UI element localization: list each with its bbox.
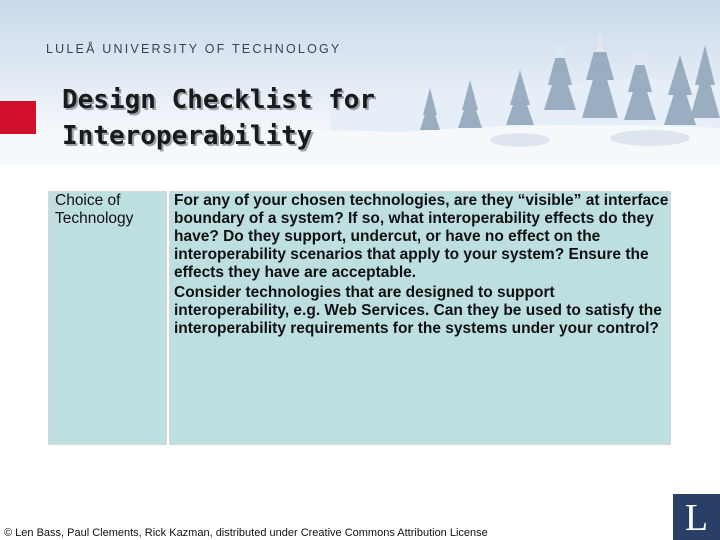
description-paragraph-2: Consider technologies that are designed to support interoperability, e.g. Web Services. Can they be used to satisfy the interoperability requirements for the systems under your control? — [174, 284, 662, 337]
title-line-2: Interoperability — [62, 121, 313, 151]
description-text — [174, 192, 669, 340]
description-cell — [169, 191, 671, 445]
university-name: LULEÅ UNIVERSITY OF TECHNOLOGY — [46, 42, 342, 56]
slide-title — [62, 82, 375, 154]
accent-square — [0, 101, 36, 134]
university-logo — [673, 494, 720, 540]
title-line-1: Design Checklist for — [62, 85, 376, 115]
logo-letter: L — [684, 497, 709, 539]
copyright-footer: © Len Bass, Paul Clements, Rick Kazman, distributed under Creative Commons Attribution License — [4, 527, 488, 539]
checklist-table — [48, 191, 671, 445]
category-cell — [48, 191, 167, 445]
category-label: Choice of Technology — [55, 192, 134, 227]
description-paragraph-1: For any of your chosen technologies, are they “visible” at interface boundary of a system? If so, what interoperability effects do they have? Do they support, undercut, or have no effect on the interoperability scenarios that apply to your system? Ensure the effects they have are acceptable. — [174, 192, 669, 281]
